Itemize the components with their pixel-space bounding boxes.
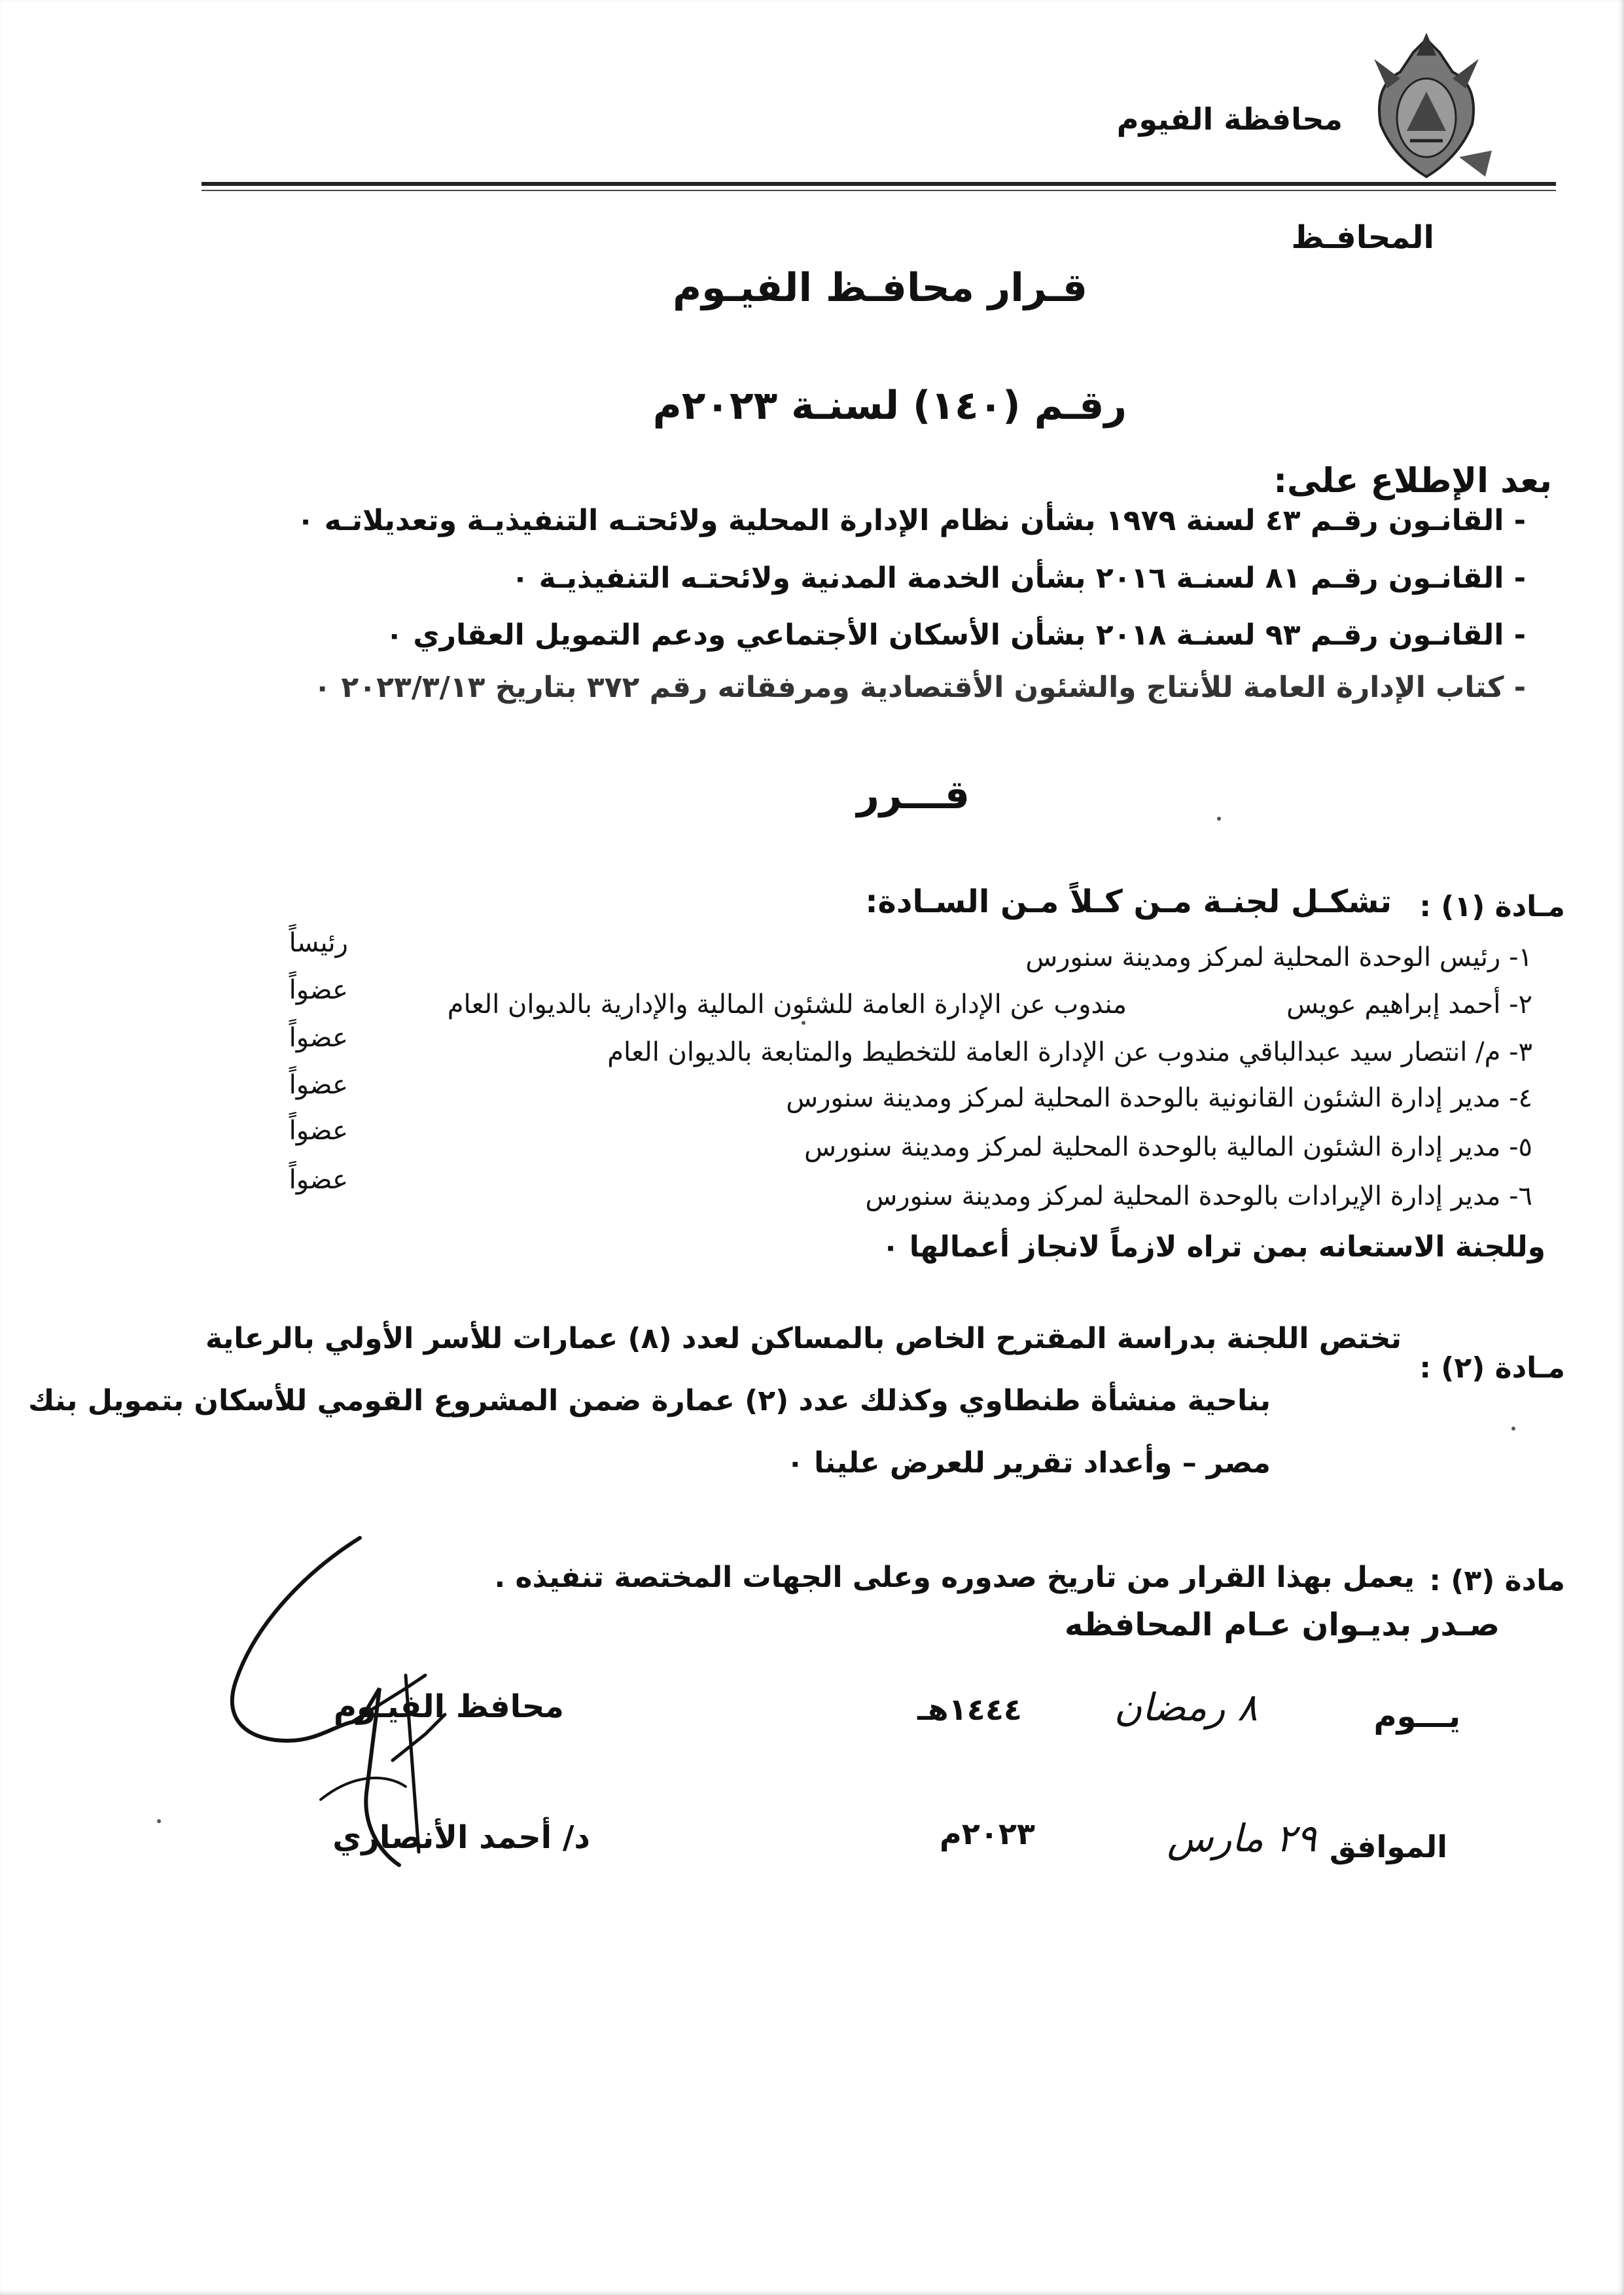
- hijri-handwritten: ٨ رمضان: [1114, 1685, 1258, 1730]
- member-5-role: عضواً: [289, 1116, 348, 1146]
- header-rule-thin: [202, 190, 1556, 191]
- issued-line: صـدر بديـوان عـام المحافظه: [1065, 1607, 1500, 1643]
- article2-line: مصر – وأعداد تقرير للعرض علينا ٠: [786, 1446, 1271, 1480]
- member-2-detail: مندوب عن الإدارة العامة للشئون المالية والإدارية بالديوان العام: [447, 989, 1127, 1020]
- article1-label: مـادة (١) :: [1419, 890, 1565, 923]
- gregorian-handwritten: ٢٩ مارس: [1167, 1816, 1316, 1860]
- member-2: ٢- أحمد إبراهيم عويس: [1286, 989, 1532, 1020]
- member-6: ٦- مدير إدارة الإيرادات بالوحدة المحلية لمركز ومدينة سنورس: [865, 1181, 1532, 1211]
- header-rule: [202, 182, 1556, 186]
- preamble-item: - القانـون رقـم ٤٣ لسنة ١٩٧٩ بشأن نظام الإدارة المحلية ولائحتـه التنفيذيـة وتعديلاتـه ٠: [296, 504, 1526, 537]
- article1-closing: وللجنة الاستعانه بمن تراه لازماً لانجاز أعمالها ٠: [881, 1230, 1545, 1264]
- scan-speck: [802, 1021, 805, 1025]
- governorate-name: محافظة الفيوم: [1116, 101, 1343, 137]
- article2-line: بناحية منشأة طنطاوي وكذلك عدد (٢) عمارة ضمن المشروع القومي للأسكان بتمويل بنك: [27, 1384, 1271, 1417]
- member-4-role: عضواً: [289, 1070, 348, 1100]
- gregorian-year: ٢٠٢٣م: [939, 1816, 1035, 1851]
- member-1-role: رئيساً: [289, 928, 348, 958]
- preamble-item: - القانـون رقـم ٩٣ لسنـة ٢٠١٨ بشأن الأسكان الأجتماعي ودعم التمويل العقاري ٠: [385, 618, 1526, 652]
- member-5: ٥- مدير إدارة الشئون المالية بالوحدة المحلية لمركز ومدينة سنورس: [804, 1132, 1532, 1162]
- preamble-item: - القانـون رقـم ٨١ لسنـة ٢٠١٦ بشأن الخدمة المدنية ولائحتـه التنفيذيـة ٠: [511, 561, 1526, 595]
- office-title: المحافـظ: [1291, 219, 1434, 256]
- day-label: يـــوم: [1373, 1698, 1460, 1735]
- member-2-role: عضواً: [289, 975, 348, 1005]
- scan-speck: [1217, 817, 1221, 821]
- signatory-title: محافظ الفيـوم: [333, 1688, 564, 1725]
- preamble-item: - كتاب الإدارة العامة للأنتاج والشئون الأقتصادية ومرفقاته رقم ٣٧٢ بتاريخ ٢٠٢٣/٣/١٣ ٠: [313, 671, 1526, 704]
- scan-speck: [1511, 1427, 1515, 1431]
- governorate-emblem-icon: [1361, 26, 1492, 183]
- member-1: ١- رئيس الوحدة المحلية لمركز ومدينة سنورس: [1025, 942, 1532, 972]
- member-4: ٤- مدير إدارة الشئون القانونية بالوحدة المحلية لمركز ومدينة سنورس: [786, 1083, 1532, 1113]
- signatory-name: د/ أحمد الأنصاري: [332, 1819, 590, 1856]
- hijri-year: ١٤٤٤هـ: [917, 1692, 1022, 1727]
- preamble-heading: بعد الإطلاع على:: [1273, 461, 1552, 501]
- handwritten-signature: [209, 1525, 550, 1930]
- article3-text: يعمل بهذا القرار من تاريخ صدوره وعلى الجهات المختصة تنفيذه .: [494, 1561, 1415, 1594]
- corresponding-label: الموافق: [1329, 1829, 1447, 1864]
- decision-heading: قـرار محافـظ الفيـوم: [673, 265, 1087, 311]
- article2-label: مـادة (٢) :: [1419, 1351, 1565, 1385]
- member-6-role: عضواً: [289, 1165, 348, 1195]
- member-3-role: عضواً: [289, 1023, 348, 1053]
- member-3: ٣- م/ انتصار سيد عبدالباقي مندوب عن الإدارة العامة للتخطيط والمتابعة بالديوان العام: [607, 1037, 1532, 1067]
- scan-speck: [157, 1819, 161, 1823]
- decided-heading: قـــرر: [856, 772, 970, 818]
- article3-label: مادة (٣) :: [1429, 1564, 1565, 1597]
- article2-line: تختص اللجنة بدراسة المقترح الخاص بالمساكن لعدد (٨) عمارات للأسر الأولي بالرعاية: [205, 1322, 1402, 1355]
- decision-number: رقـم (١٤٠) لسنـة ٢٠٢٣م: [652, 383, 1127, 429]
- article1-heading: تشكـل لجنـة مـن كـلاً مـن السـادة:: [865, 883, 1392, 920]
